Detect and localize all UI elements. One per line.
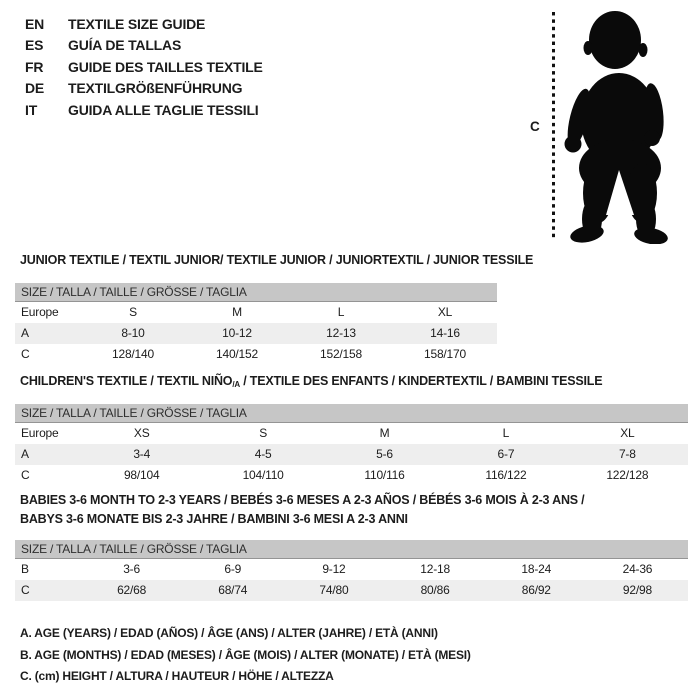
height-measure-dashed-line [552,12,555,241]
height-cell: 116/122 [485,468,527,482]
age-cell: 12-13 [326,326,356,340]
age-cell: 18-24 [521,562,552,576]
height-cell: 74/80 [319,583,349,597]
size-cell: S [259,426,268,440]
height-cell: 128/140 [112,347,154,361]
size-cell: XL [437,305,453,319]
junior-section-title: JUNIOR TEXTILE / TEXTIL JUNIOR/ TEXTILE JUNIOR / JUNIORTEXTIL / JUNIOR TESSILE [20,253,534,267]
height-cell: 158/170 [424,347,466,361]
age-cell: 4-5 [254,447,272,461]
height-cell: 62/68 [117,583,147,597]
age-cell: 10-12 [222,326,252,340]
language-code: ES [25,37,44,54]
guide-title: GUIDA ALLE TAGLIE TESSILI [68,101,259,118]
measure-legend [20,623,471,688]
table-row [15,323,497,344]
row-label: Europe [21,426,59,440]
children-section-title [20,372,602,394]
row-label: C [21,468,30,482]
age-cell: 8-10 [121,326,145,340]
row-label: A [21,326,29,340]
age-cell: 3-4 [133,447,151,461]
table-row [15,344,497,365]
age-cell: 14-16 [430,326,460,340]
babies-size-table [15,540,688,601]
table-row [15,580,688,601]
table-row [15,559,688,580]
legend-item-b: B. AGE (MONTHS) / EDAD (MESES) / ÂGE (MOIS) / ALTER (MONATE) / ETÀ (MESI) [20,647,471,662]
age-cell: 12-18 [420,562,450,576]
ear-right [639,43,648,57]
age-cell: 7-8 [618,447,636,461]
row-label: C [21,583,30,597]
age-cell: 9-12 [322,562,346,576]
babies-title-line2: BABYS 3-6 MONATE BIS 2-3 JAHRE / BAMBINI 3-6 MESI A 2-3 ANNI [20,512,408,526]
toddler-silhouette [560,8,672,244]
legend-item-a: A. AGE (YEARS) / EDAD (AÑOS) / ÂGE (ANS) / ALTER (JAHRE) / ETÀ (ANNI) [20,626,438,640]
children-title-sub: /A [232,380,240,389]
babies-title-line1: BABIES 3-6 MONTH TO 2-3 YEARS / BEBÉS 3-6 MESES A 2-3 AÑOS / BÉBÉS 3-6 MOIS À 2-3 ANS / [20,493,585,507]
size-header-bar: SIZE / TALLA / TAILLE / GRÖSSE / TAGLIA [15,540,688,559]
children-title-post: / TEXTILE DES ENFANTS / KINDERTEXTIL / BAMBINI TESSILE [239,374,603,388]
table-row [15,444,688,465]
age-cell: 6-9 [224,562,242,576]
row-label: B [21,562,29,576]
language-code: DE [25,80,45,97]
height-cell: 92/98 [622,583,652,597]
guide-title: TEXTILE SIZE GUIDE [68,15,206,32]
table-row [15,465,688,486]
list-item [25,35,263,57]
guide-title: GUIDE DES TAILLES TEXTILE [68,58,263,75]
size-cell: L [502,426,510,440]
height-cell: 86/92 [521,583,551,597]
row-label: A [21,447,29,461]
row-label: Europe [21,305,59,319]
table-row [15,423,688,444]
height-cell: 140/152 [216,347,258,361]
language-code: FR [25,58,44,75]
size-cell: S [129,305,137,319]
children-size-table [15,404,688,486]
ear-left [584,41,593,55]
height-measure-label: C [530,119,540,134]
size-cell: M [232,305,242,319]
row-label: C [21,347,30,361]
size-header-bar: SIZE / TALLA / TAILLE / GRÖSSE / TAGLIA [15,404,688,423]
list-item [25,13,263,35]
height-cell: 80/86 [420,583,450,597]
size-cell: L [337,305,345,319]
guide-title: GUÍA DE TALLAS [68,37,182,54]
age-cell: 5-6 [376,447,393,461]
list-item [25,99,263,121]
junior-size-table [15,283,497,365]
language-code: EN [25,15,45,32]
guide-title: TEXTILGRÖßENFÜHRUNG [68,80,243,97]
size-cell: M [379,426,390,440]
list-item [25,78,263,100]
height-cell: 68/74 [218,583,248,597]
height-cell: 122/128 [606,468,649,482]
language-title-list [25,13,263,121]
list-item [25,56,263,78]
height-cell: 104/110 [242,468,284,482]
language-code: IT [25,101,38,118]
children-title-pre: CHILDREN'S TEXTILE / TEXTIL NIÑO [20,374,233,388]
babies-section-title [20,491,584,529]
height-cell: 152/158 [320,347,362,361]
age-cell: 24-36 [622,562,653,576]
age-cell: 6-7 [497,447,515,461]
table-row [15,302,497,323]
legend-item-c: C. (cm) HEIGHT / ALTURA / HAUTEUR / HÖHE / ALTEZZA [20,669,334,683]
height-cell: 98/104 [123,468,160,482]
size-cell: XL [620,426,635,440]
size-cell: XS [133,426,150,440]
age-cell: 3-6 [123,562,140,576]
size-header-bar: SIZE / TALLA / TAILLE / GRÖSSE / TAGLIA [15,283,497,302]
height-cell: 110/116 [364,468,405,482]
